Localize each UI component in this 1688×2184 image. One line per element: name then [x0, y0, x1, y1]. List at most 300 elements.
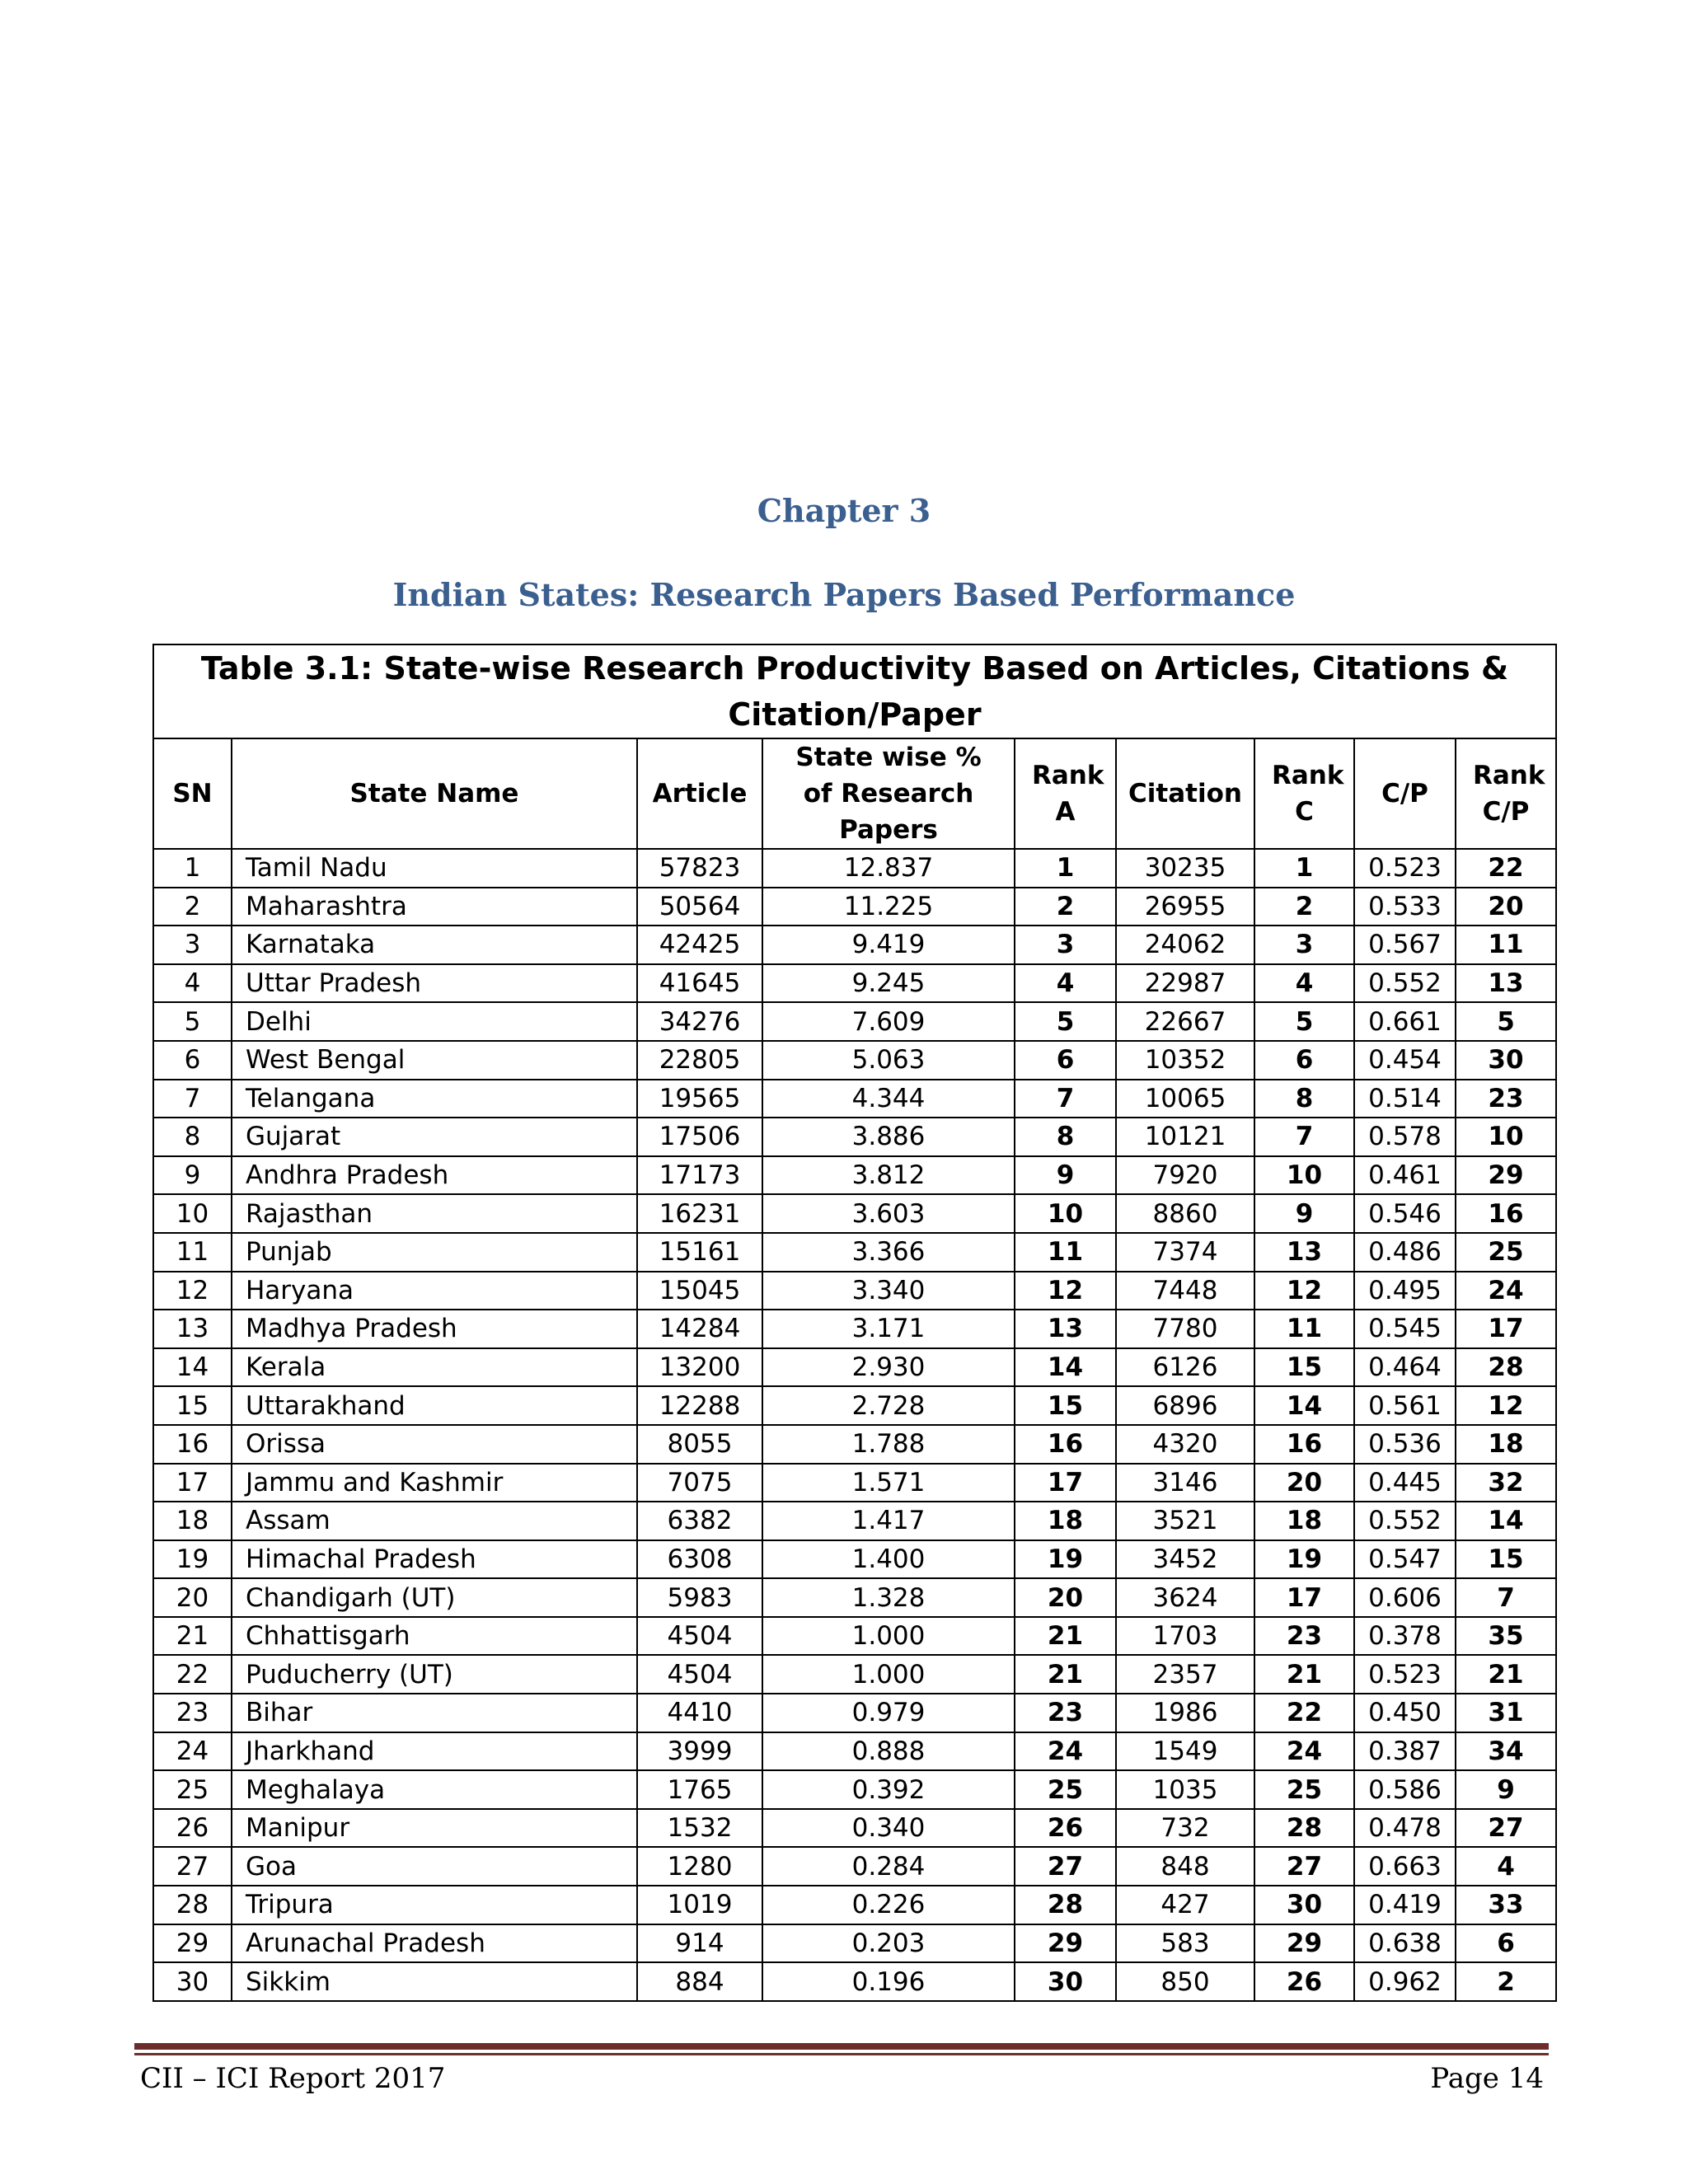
cell-article: 3999 [637, 1732, 762, 1771]
cell-citation: 1035 [1116, 1770, 1254, 1809]
cell-sn: 28 [153, 1886, 232, 1924]
table-row [153, 926, 1556, 964]
cell-state-percent: 3.812 [762, 1156, 1015, 1195]
header-state-percent: State wise % of Research Papers [762, 738, 1015, 849]
cell-citation: 7780 [1116, 1310, 1254, 1348]
table-row [153, 849, 1556, 888]
cell-state-name: Meghalaya [232, 1770, 637, 1809]
cell-cp: 0.578 [1354, 1118, 1456, 1156]
cell-state-percent: 0.340 [762, 1809, 1015, 1848]
cell-state-name: Sikkim [232, 1962, 637, 2001]
cell-rank-c: 25 [1254, 1770, 1354, 1809]
cell-article: 1280 [637, 1847, 762, 1886]
chapter-subtitle: Indian States: Research Papers Based Performance [392, 576, 1296, 613]
cell-article: 14284 [637, 1310, 762, 1348]
cell-state-percent: 1.000 [762, 1617, 1015, 1656]
cell-state-name: Assam [232, 1502, 637, 1540]
cell-state-percent: 0.392 [762, 1770, 1015, 1809]
cell-state-name: Himachal Pradesh [232, 1540, 637, 1579]
header-state-name: State Name [232, 738, 637, 849]
cell-state-percent: 1.571 [762, 1464, 1015, 1502]
cell-citation: 3146 [1116, 1464, 1254, 1502]
table-row [153, 1924, 1556, 1963]
cell-rank-a: 23 [1015, 1694, 1116, 1732]
cell-article: 1019 [637, 1886, 762, 1924]
cell-article: 16231 [637, 1194, 762, 1233]
cell-sn: 11 [153, 1233, 232, 1272]
table-row [153, 1540, 1556, 1579]
cell-state-name: Tripura [232, 1886, 637, 1924]
cell-rank-c: 6 [1254, 1041, 1354, 1080]
cell-citation: 1549 [1116, 1732, 1254, 1771]
cell-state-name: Puducherry (UT) [232, 1655, 637, 1694]
table-row [153, 1310, 1556, 1348]
header-rank-cp: Rank C/P [1456, 738, 1556, 849]
cell-citation: 2357 [1116, 1655, 1254, 1694]
cell-state-name: Goa [232, 1847, 637, 1886]
table-row [153, 1425, 1556, 1464]
cell-cp: 0.523 [1354, 1655, 1456, 1694]
table-row [153, 1464, 1556, 1502]
cell-article: 4504 [637, 1655, 762, 1694]
cell-rank-c: 10 [1254, 1156, 1354, 1195]
cell-state-percent: 0.203 [762, 1924, 1015, 1963]
cell-rank-cp: 14 [1456, 1502, 1556, 1540]
cell-rank-cp: 4 [1456, 1847, 1556, 1886]
cell-state-percent: 0.196 [762, 1962, 1015, 2001]
cell-sn: 20 [153, 1578, 232, 1617]
cell-rank-a: 7 [1015, 1080, 1116, 1118]
cell-citation: 22987 [1116, 964, 1254, 1003]
cell-rank-cp: 9 [1456, 1770, 1556, 1809]
cell-rank-a: 3 [1015, 926, 1116, 964]
cell-rank-a: 21 [1015, 1655, 1116, 1694]
cell-rank-c: 24 [1254, 1732, 1354, 1771]
cell-rank-a: 11 [1015, 1233, 1116, 1272]
cell-cp: 0.638 [1354, 1924, 1456, 1963]
cell-sn: 9 [153, 1156, 232, 1195]
cell-citation: 4320 [1116, 1425, 1254, 1464]
table-row [153, 1348, 1556, 1387]
cell-rank-a: 27 [1015, 1847, 1116, 1886]
cell-rank-a: 5 [1015, 1002, 1116, 1041]
cell-rank-cp: 11 [1456, 926, 1556, 964]
cell-rank-a: 4 [1015, 964, 1116, 1003]
cell-rank-c: 29 [1254, 1924, 1354, 1963]
cell-rank-cp: 34 [1456, 1732, 1556, 1771]
cell-state-name: Kerala [232, 1348, 637, 1387]
cell-sn: 6 [153, 1041, 232, 1080]
cell-rank-cp: 13 [1456, 964, 1556, 1003]
cell-rank-cp: 30 [1456, 1041, 1556, 1080]
cell-state-percent: 1.417 [762, 1502, 1015, 1540]
cell-rank-a: 1 [1015, 849, 1116, 888]
cell-article: 6382 [637, 1502, 762, 1540]
cell-state-percent: 0.226 [762, 1886, 1015, 1924]
cell-sn: 4 [153, 964, 232, 1003]
cell-state-percent: 4.344 [762, 1080, 1015, 1118]
cell-rank-c: 14 [1254, 1386, 1354, 1425]
cell-cp: 0.545 [1354, 1310, 1456, 1348]
cell-cp: 0.378 [1354, 1617, 1456, 1656]
cell-state-name: Delhi [232, 1002, 637, 1041]
cell-rank-a: 6 [1015, 1041, 1116, 1080]
cell-rank-c: 17 [1254, 1578, 1354, 1617]
cell-cp: 0.536 [1354, 1425, 1456, 1464]
header-sn: SN [153, 738, 232, 849]
cell-cp: 0.454 [1354, 1041, 1456, 1080]
cell-state-name: Uttarakhand [232, 1386, 637, 1425]
cell-article: 50564 [637, 888, 762, 926]
cell-rank-cp: 18 [1456, 1425, 1556, 1464]
cell-rank-c: 20 [1254, 1464, 1354, 1502]
cell-rank-cp: 2 [1456, 1962, 1556, 2001]
cell-sn: 7 [153, 1080, 232, 1118]
cell-rank-cp: 5 [1456, 1002, 1556, 1041]
cell-article: 4410 [637, 1694, 762, 1732]
cell-rank-a: 10 [1015, 1194, 1116, 1233]
cell-cp: 0.387 [1354, 1732, 1456, 1771]
table-row [153, 1156, 1556, 1195]
table-row [153, 1847, 1556, 1886]
cell-rank-a: 15 [1015, 1386, 1116, 1425]
cell-rank-c: 1 [1254, 849, 1354, 888]
cell-rank-c: 21 [1254, 1655, 1354, 1694]
table-row [153, 1502, 1556, 1540]
cell-sn: 25 [153, 1770, 232, 1809]
table-row [153, 1886, 1556, 1924]
cell-rank-cp: 6 [1456, 1924, 1556, 1963]
cell-rank-a: 2 [1015, 888, 1116, 926]
cell-state-name: Manipur [232, 1809, 637, 1848]
cell-state-percent: 0.979 [762, 1694, 1015, 1732]
cell-rank-a: 18 [1015, 1502, 1116, 1540]
cell-citation: 848 [1116, 1847, 1254, 1886]
cell-sn: 26 [153, 1809, 232, 1848]
cell-state-name: West Bengal [232, 1041, 637, 1080]
cell-state-name: Arunachal Pradesh [232, 1924, 637, 1963]
cell-cp: 0.552 [1354, 964, 1456, 1003]
table-row [153, 1118, 1556, 1156]
cell-rank-c: 19 [1254, 1540, 1354, 1579]
cell-article: 42425 [637, 926, 762, 964]
cell-state-name: Maharashtra [232, 888, 637, 926]
cell-cp: 0.450 [1354, 1694, 1456, 1732]
cell-cp: 0.445 [1354, 1464, 1456, 1502]
cell-sn: 14 [153, 1348, 232, 1387]
cell-sn: 8 [153, 1118, 232, 1156]
chapter-heading: Chapter 3 [757, 492, 931, 529]
cell-state-name: Chandigarh (UT) [232, 1578, 637, 1617]
cell-rank-cp: 32 [1456, 1464, 1556, 1502]
cell-rank-c: 23 [1254, 1617, 1354, 1656]
cell-state-percent: 3.886 [762, 1118, 1015, 1156]
table-row [153, 1002, 1556, 1041]
cell-state-name: Punjab [232, 1233, 637, 1272]
cell-rank-a: 20 [1015, 1578, 1116, 1617]
cell-citation: 1986 [1116, 1694, 1254, 1732]
cell-citation: 22667 [1116, 1002, 1254, 1041]
cell-state-percent: 2.728 [762, 1386, 1015, 1425]
cell-article: 7075 [637, 1464, 762, 1502]
cell-sn: 10 [153, 1194, 232, 1233]
footer-report-name: CII – ICI Report 2017 [140, 2062, 446, 2095]
cell-rank-c: 9 [1254, 1194, 1354, 1233]
cell-state-percent: 3.603 [762, 1194, 1015, 1233]
cell-article: 4504 [637, 1617, 762, 1656]
cell-sn: 29 [153, 1924, 232, 1963]
header-cp: C/P [1354, 738, 1456, 849]
cell-cp: 0.586 [1354, 1770, 1456, 1809]
cell-article: 914 [637, 1924, 762, 1963]
cell-state-percent: 2.930 [762, 1348, 1015, 1387]
table-row [153, 1386, 1556, 1425]
cell-article: 15161 [637, 1233, 762, 1272]
cell-state-name: Tamil Nadu [232, 849, 637, 888]
cell-cp: 0.561 [1354, 1386, 1456, 1425]
cell-state-percent: 1.400 [762, 1540, 1015, 1579]
table-row [153, 1962, 1556, 2001]
cell-cp: 0.461 [1354, 1156, 1456, 1195]
cell-sn: 23 [153, 1694, 232, 1732]
cell-rank-cp: 35 [1456, 1617, 1556, 1656]
cell-cp: 0.486 [1354, 1233, 1456, 1272]
cell-rank-a: 13 [1015, 1310, 1116, 1348]
cell-state-percent: 9.419 [762, 926, 1015, 964]
table-row [153, 1732, 1556, 1771]
cell-rank-cp: 20 [1456, 888, 1556, 926]
cell-rank-a: 29 [1015, 1924, 1116, 1963]
cell-rank-c: 3 [1254, 926, 1354, 964]
cell-rank-c: 22 [1254, 1694, 1354, 1732]
cell-rank-c: 7 [1254, 1118, 1354, 1156]
cell-rank-c: 26 [1254, 1962, 1354, 2001]
header-rank-c: Rank C [1254, 738, 1354, 849]
table-row [153, 1272, 1556, 1310]
cell-rank-c: 30 [1254, 1886, 1354, 1924]
cell-rank-a: 17 [1015, 1464, 1116, 1502]
cell-citation: 3521 [1116, 1502, 1254, 1540]
cell-article: 17506 [637, 1118, 762, 1156]
cell-sn: 13 [153, 1310, 232, 1348]
cell-cp: 0.546 [1354, 1194, 1456, 1233]
cell-state-name: Jharkhand [232, 1732, 637, 1771]
footer-page-number: Page 14 [1430, 2062, 1544, 2095]
cell-citation: 427 [1116, 1886, 1254, 1924]
cell-rank-cp: 16 [1456, 1194, 1556, 1233]
table-row [153, 1233, 1556, 1272]
cell-rank-cp: 15 [1456, 1540, 1556, 1579]
cell-rank-a: 12 [1015, 1272, 1116, 1310]
cell-cp: 0.962 [1354, 1962, 1456, 2001]
cell-state-percent: 11.225 [762, 888, 1015, 926]
cell-sn: 22 [153, 1655, 232, 1694]
cell-article: 8055 [637, 1425, 762, 1464]
cell-sn: 30 [153, 1962, 232, 2001]
cell-sn: 21 [153, 1617, 232, 1656]
table-row [153, 1041, 1556, 1080]
cell-sn: 18 [153, 1502, 232, 1540]
cell-cp: 0.533 [1354, 888, 1456, 926]
cell-state-name: Madhya Pradesh [232, 1310, 637, 1348]
cell-sn: 3 [153, 926, 232, 964]
cell-rank-a: 28 [1015, 1886, 1116, 1924]
footer-rule-thin [134, 2053, 1549, 2055]
cell-rank-cp: 22 [1456, 849, 1556, 888]
cell-citation: 7920 [1116, 1156, 1254, 1195]
cell-rank-a: 16 [1015, 1425, 1116, 1464]
table-header-row [153, 738, 1556, 849]
cell-citation: 1703 [1116, 1617, 1254, 1656]
cell-sn: 24 [153, 1732, 232, 1771]
table-body [153, 849, 1556, 2001]
cell-state-name: Chhattisgarh [232, 1617, 637, 1656]
cell-article: 884 [637, 1962, 762, 2001]
cell-sn: 12 [153, 1272, 232, 1310]
cell-rank-cp: 23 [1456, 1080, 1556, 1118]
header-article: Article [637, 738, 762, 849]
cell-article: 13200 [637, 1348, 762, 1387]
cell-state-percent: 1.000 [762, 1655, 1015, 1694]
cell-rank-a: 14 [1015, 1348, 1116, 1387]
cell-cp: 0.495 [1354, 1272, 1456, 1310]
cell-citation: 6126 [1116, 1348, 1254, 1387]
table-row [153, 1770, 1556, 1809]
cell-state-percent: 3.366 [762, 1233, 1015, 1272]
cell-citation: 6896 [1116, 1386, 1254, 1425]
cell-rank-c: 5 [1254, 1002, 1354, 1041]
cell-state-percent: 5.063 [762, 1041, 1015, 1080]
table-row [153, 888, 1556, 926]
cell-rank-c: 18 [1254, 1502, 1354, 1540]
header-rank-a: Rank A [1015, 738, 1116, 849]
cell-citation: 732 [1116, 1809, 1254, 1848]
table-row [153, 964, 1556, 1003]
cell-state-percent: 0.888 [762, 1732, 1015, 1771]
cell-cp: 0.478 [1354, 1809, 1456, 1848]
cell-citation: 583 [1116, 1924, 1254, 1963]
cell-state-percent: 1.328 [762, 1578, 1015, 1617]
cell-rank-a: 25 [1015, 1770, 1116, 1809]
cell-state-percent: 9.245 [762, 964, 1015, 1003]
cell-rank-c: 13 [1254, 1233, 1354, 1272]
cell-article: 22805 [637, 1041, 762, 1080]
cell-article: 34276 [637, 1002, 762, 1041]
table-row [153, 1694, 1556, 1732]
cell-state-name: Karnataka [232, 926, 637, 964]
cell-sn: 27 [153, 1847, 232, 1886]
cell-article: 5983 [637, 1578, 762, 1617]
cell-state-name: Gujarat [232, 1118, 637, 1156]
cell-state-percent: 3.340 [762, 1272, 1015, 1310]
cell-rank-cp: 27 [1456, 1809, 1556, 1848]
research-productivity-table [152, 644, 1557, 2002]
cell-sn: 5 [153, 1002, 232, 1041]
cell-cp: 0.464 [1354, 1348, 1456, 1387]
cell-rank-cp: 21 [1456, 1655, 1556, 1694]
cell-rank-c: 11 [1254, 1310, 1354, 1348]
cell-rank-cp: 29 [1456, 1156, 1556, 1195]
cell-citation: 26955 [1116, 888, 1254, 926]
cell-citation: 3452 [1116, 1540, 1254, 1579]
cell-state-name: Telangana [232, 1080, 637, 1118]
table-row [153, 1080, 1556, 1118]
cell-state-percent: 12.837 [762, 849, 1015, 888]
cell-state-percent: 7.609 [762, 1002, 1015, 1041]
cell-citation: 8860 [1116, 1194, 1254, 1233]
cell-article: 57823 [637, 849, 762, 888]
cell-sn: 2 [153, 888, 232, 926]
cell-state-percent: 1.788 [762, 1425, 1015, 1464]
cell-rank-c: 4 [1254, 964, 1354, 1003]
cell-article: 1765 [637, 1770, 762, 1809]
cell-citation: 30235 [1116, 849, 1254, 888]
cell-citation: 7448 [1116, 1272, 1254, 1310]
cell-rank-a: 9 [1015, 1156, 1116, 1195]
cell-state-name: Andhra Pradesh [232, 1156, 637, 1195]
cell-state-name: Jammu and Kashmir [232, 1464, 637, 1502]
cell-rank-c: 12 [1254, 1272, 1354, 1310]
cell-cp: 0.523 [1354, 849, 1456, 888]
cell-sn: 1 [153, 849, 232, 888]
cell-article: 15045 [637, 1272, 762, 1310]
cell-citation: 24062 [1116, 926, 1254, 964]
cell-state-name: Orissa [232, 1425, 637, 1464]
table-row [153, 1617, 1556, 1656]
cell-rank-c: 28 [1254, 1809, 1354, 1848]
cell-state-name: Bihar [232, 1694, 637, 1732]
cell-state-percent: 0.284 [762, 1847, 1015, 1886]
cell-sn: 17 [153, 1464, 232, 1502]
cell-state-name: Uttar Pradesh [232, 964, 637, 1003]
cell-article: 1532 [637, 1809, 762, 1848]
table-row [153, 1809, 1556, 1848]
cell-rank-a: 8 [1015, 1118, 1116, 1156]
cell-citation: 10065 [1116, 1080, 1254, 1118]
cell-rank-cp: 7 [1456, 1578, 1556, 1617]
cell-article: 17173 [637, 1156, 762, 1195]
cell-state-percent: 3.171 [762, 1310, 1015, 1348]
cell-state-name: Rajasthan [232, 1194, 637, 1233]
table-row [153, 1194, 1556, 1233]
cell-rank-c: 8 [1254, 1080, 1354, 1118]
cell-rank-a: 21 [1015, 1617, 1116, 1656]
cell-rank-cp: 25 [1456, 1233, 1556, 1272]
cell-rank-c: 16 [1254, 1425, 1354, 1464]
cell-rank-c: 27 [1254, 1847, 1354, 1886]
cell-rank-cp: 31 [1456, 1694, 1556, 1732]
cell-cp: 0.567 [1354, 926, 1456, 964]
cell-article: 12288 [637, 1386, 762, 1425]
cell-cp: 0.419 [1354, 1886, 1456, 1924]
cell-rank-cp: 12 [1456, 1386, 1556, 1425]
cell-sn: 16 [153, 1425, 232, 1464]
cell-rank-cp: 28 [1456, 1348, 1556, 1387]
footer-rule-thick [134, 2043, 1549, 2050]
cell-state-name: Haryana [232, 1272, 637, 1310]
cell-cp: 0.606 [1354, 1578, 1456, 1617]
cell-citation: 3624 [1116, 1578, 1254, 1617]
cell-citation: 10352 [1116, 1041, 1254, 1080]
cell-rank-a: 26 [1015, 1809, 1116, 1848]
cell-cp: 0.552 [1354, 1502, 1456, 1540]
cell-rank-a: 30 [1015, 1962, 1116, 2001]
cell-rank-c: 2 [1254, 888, 1354, 926]
table-caption: Table 3.1: State-wise Research Productivity Based on Articles, Citations & Citation/Paper [153, 644, 1556, 738]
cell-citation: 7374 [1116, 1233, 1254, 1272]
cell-article: 6308 [637, 1540, 762, 1579]
cell-rank-c: 15 [1254, 1348, 1354, 1387]
